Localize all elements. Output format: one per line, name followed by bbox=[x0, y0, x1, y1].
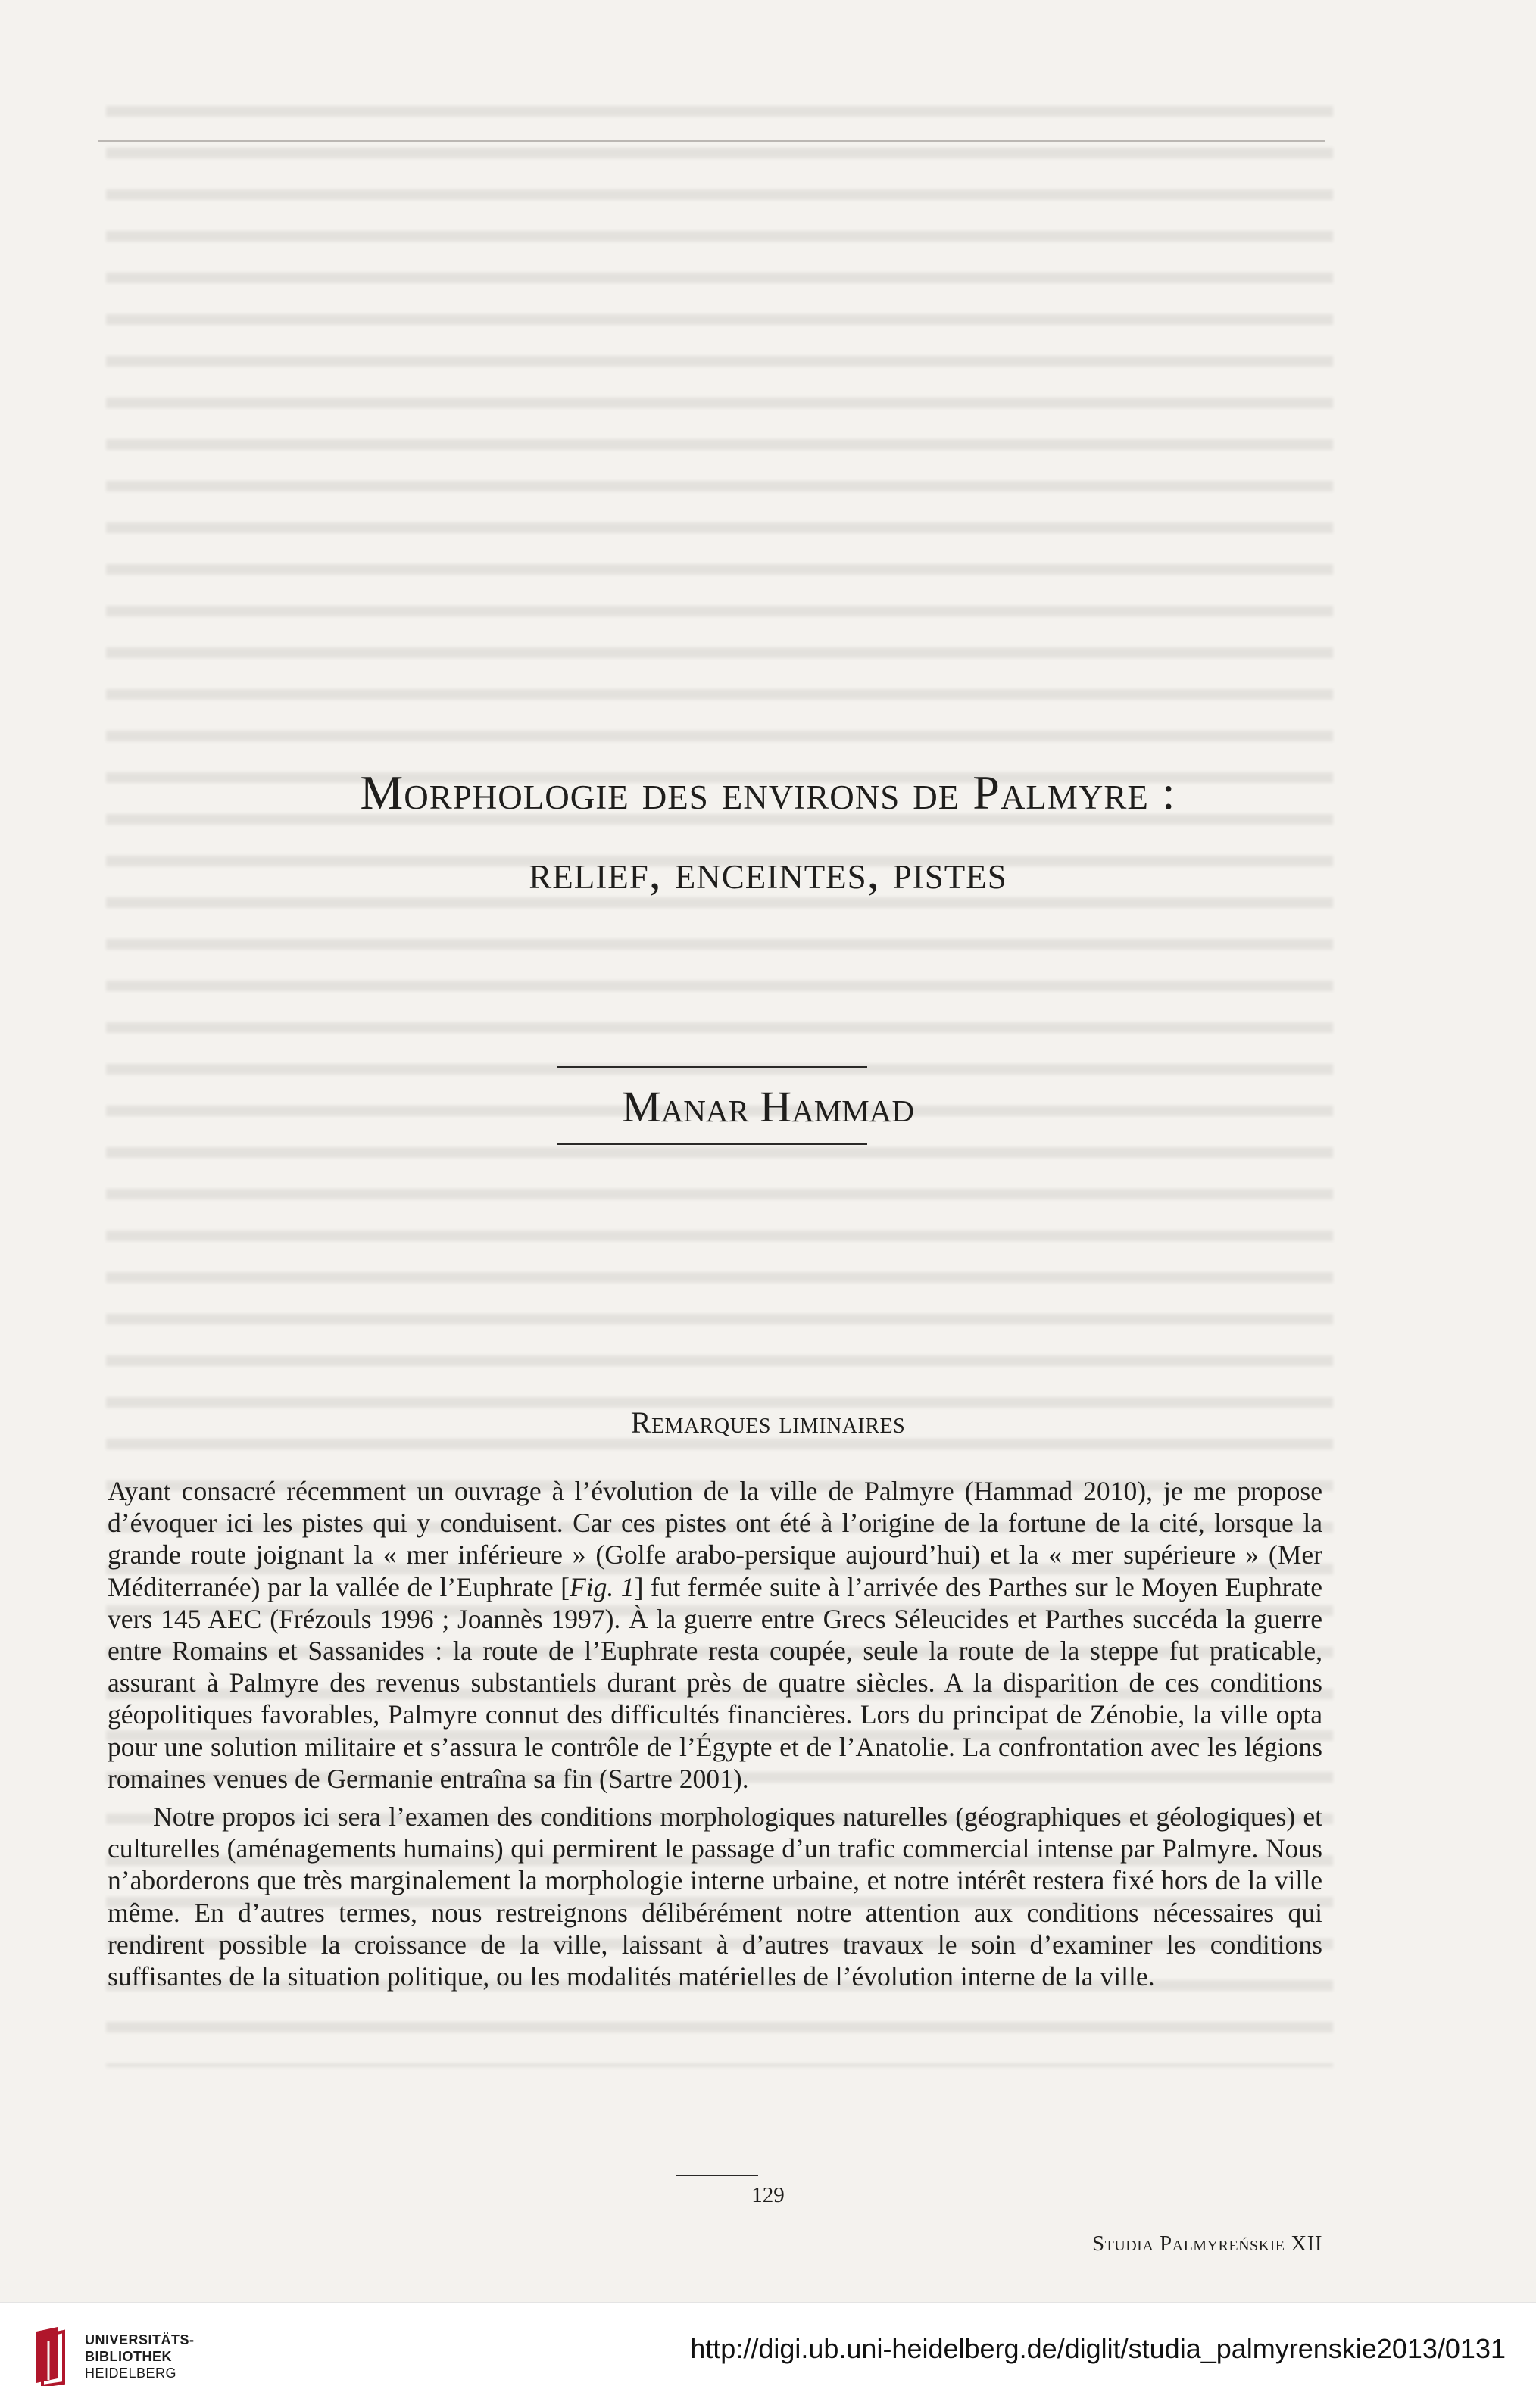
paragraph-2: Notre propos ici sera l’examen des conditions morphologiques naturelles (géographiques et géologiques) et culturelles (aménagements humains) qui permirent le passage d’un trafic commercial intense par Palmyre. Nous n’aborderons que très marginalement la morphologie interne urbaine, et notre intérêt restera fixé hors de la ville même. En d’autres termes, nous restreignons délibérément notre attention aux conditions nécessaires qui rendirent possible la croissance de la ville, laissant à d’autres travaux le soin d’examiner les conditions suffisantes de la situation politique, ou les modalités matérielles de l’évolution interne de la ville. bbox=[108, 1801, 1322, 1992]
show-through-header-rule bbox=[98, 140, 1325, 142]
body-text bbox=[108, 1475, 1322, 1992]
library-logo-icon bbox=[30, 2325, 76, 2386]
page-number: 129 bbox=[751, 2183, 785, 2207]
paragraph-1-part-b: ] fut fermée suite à l’arrivée des Parthes sur le Moyen Euphrate vers 145 AEC (Frézouls 1996 ; Joannès 1997). À la guerre entre Grecs Séleucides et Parthes succéda la guerre entre Romains et Sassanides : la route de l’Euphrate resta coupée, seule la route de la steppe fut praticable, assurant à Palmyre des revenus substantiels durant près de quatre siècles. A la disparition de ces conditions géopolitiques favorables, Palmyre connut des difficultés financières. Lors du principat de Zénobie, la ville opta pour une solution militaire et s’assura le contrôle de l’Égypte et de l’Anatolie. La confrontation avec les légions romaines venues de Germanie entraîna sa fin (Sartre 2001). bbox=[108, 1571, 1322, 1794]
section-heading: Remarques liminaires bbox=[630, 1405, 906, 1439]
article-title-line-1: Morphologie des environs de Palmyre : bbox=[360, 766, 1176, 819]
author-rule-bottom bbox=[557, 1143, 867, 1145]
article-title-line-2: relief, enceintes, pistes bbox=[529, 845, 1007, 899]
paragraph-1-part-a: Ayant consacré récemment un ouvrage à l’évolution de la ville de Palmyre (Hammad 2010), je me propose d’évoquer ici les pistes qui y conduisent. Car ces pistes ont été à l’origine de la fortune de la cité, lorsque la grande route joignant la « mer inférieure » (Golfe arabo-persique aujourd’hui) et la « mer supérieure » (Mer Méditerranée) par la vallée de l’Euphrate [ bbox=[108, 1476, 1322, 1602]
source-url-link[interactable]: http://digi.ub.uni-heidelberg.de/diglit/studia_palmyrenskie2013/0131 bbox=[690, 2333, 1506, 2364]
figure-reference-link[interactable]: Fig. 1 bbox=[570, 1571, 635, 1602]
library-name bbox=[85, 2332, 195, 2381]
library-name-line-1: UNIVERSITÄTS- bbox=[85, 2332, 195, 2347]
journal-running-footer: Studia Palmyreńskie XII bbox=[1091, 2232, 1322, 2256]
paragraph-1 bbox=[108, 1475, 1322, 1795]
page-number-rule bbox=[676, 2175, 758, 2176]
library-name-line-2: BIBLIOTHEK bbox=[85, 2349, 172, 2364]
viewer-footer-bar bbox=[0, 2302, 1536, 2408]
author-rule-top bbox=[557, 1066, 867, 1068]
library-name-line-3: HEIDELBERG bbox=[85, 2366, 177, 2381]
author-name: Manar Hammad bbox=[622, 1082, 914, 1131]
